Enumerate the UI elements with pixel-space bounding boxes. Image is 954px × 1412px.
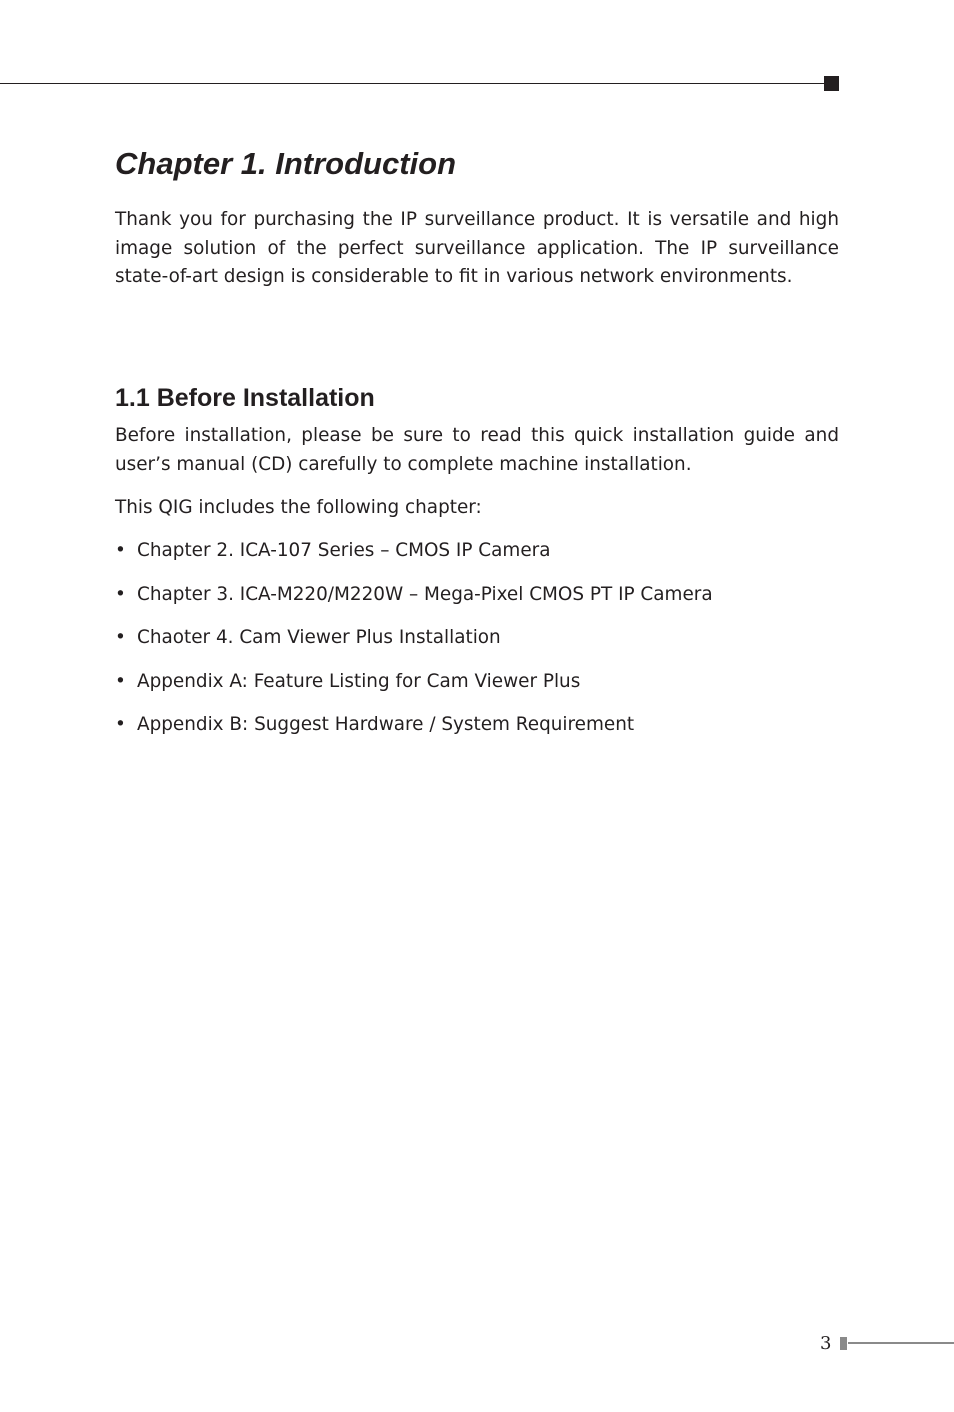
bullet: • — [115, 583, 126, 605]
list-item — [115, 624, 713, 668]
list-item — [115, 581, 713, 625]
list-item — [115, 711, 713, 755]
list-item — [115, 668, 713, 712]
chapter-list — [115, 537, 713, 755]
list-item — [115, 537, 713, 581]
bullet: • — [115, 627, 126, 648]
footer-rule — [848, 1342, 954, 1344]
before-installation-paragraph: Before installation, please be sure to read this quick installation guide and user’s manual (CD) carefully to complete machine installation. — [115, 425, 839, 475]
list-item-text: Appendix A: Feature Listing for Cam Viewer Plus — [137, 670, 581, 692]
includes-text: This QIG includes the following chapter: — [115, 497, 482, 518]
header-square-marker — [824, 76, 839, 91]
chapter-title: Chapter 1. Introduction — [115, 146, 456, 181]
list-item-text: Chapter 2. ICA-107 Series – CMOS IP Camera — [137, 540, 551, 561]
list-item-text: Chapter 3. ICA-M220/M220W – Mega-Pixel CMOS PT IP Camera — [137, 583, 713, 605]
header-rule — [0, 83, 826, 84]
bullet: • — [115, 670, 126, 692]
list-item-text: Chaoter 4. Cam Viewer Plus Installation — [137, 627, 501, 648]
section-title: 1.1 Before Installation — [115, 384, 375, 412]
page-number: 3 — [820, 1333, 832, 1354]
bullet: • — [115, 540, 126, 561]
bullet: • — [115, 714, 126, 735]
intro-paragraph: Thank you for purchasing the IP surveillance product. It is versatile and high image solution of the perfect surveillance application. The IP surveillance state-of-art design is considerable to fit in various network environments. — [115, 209, 839, 287]
list-item-text: Appendix B: Suggest Hardware / System Requirement — [137, 714, 635, 735]
footer-square-marker — [840, 1337, 847, 1350]
